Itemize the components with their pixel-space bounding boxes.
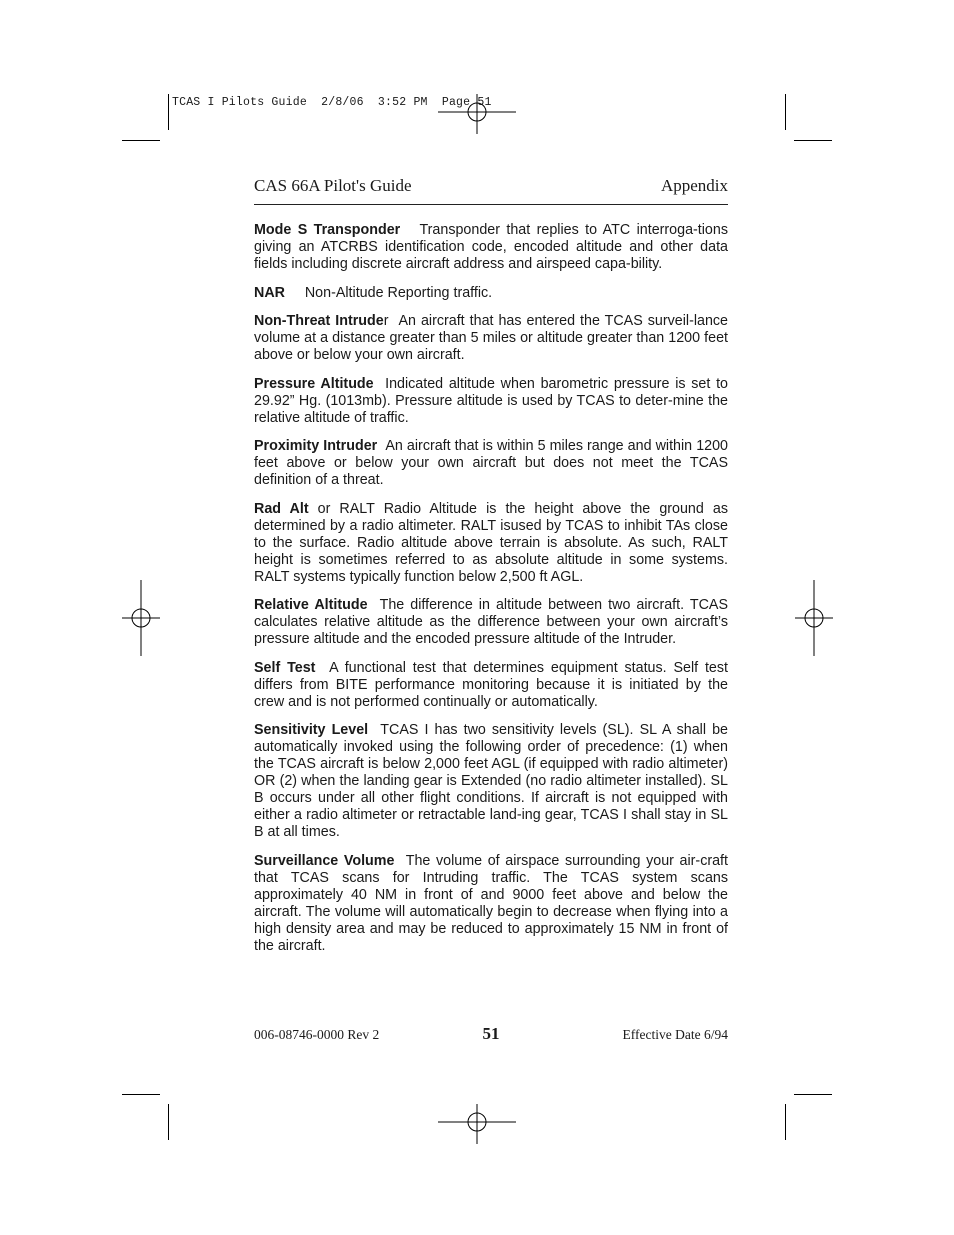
glossary-list xyxy=(254,222,728,966)
print-slug: TCAS I Pilots Guide 2/8/06 3:52 PM Page 51 xyxy=(172,96,492,109)
glossary-term: Mode S Transponder xyxy=(254,222,401,238)
glossary-definition: A functional test that determines equipment status. Self test differs from BITE performance monitoring because it is initiated by the crew and is not performed continually or automatically. xyxy=(254,659,728,710)
glossary-entry-non-threat-intruder xyxy=(254,313,728,364)
glossary-term: Pressure Altitude xyxy=(254,375,374,392)
glossary-term: Surveillance Volume xyxy=(254,852,395,869)
glossary-entry-nar xyxy=(254,285,728,302)
running-header xyxy=(254,176,728,205)
glossary-term: Relative Altitude xyxy=(254,597,368,613)
glossary-term: Sensitivity Level xyxy=(254,722,369,738)
registration-mark-left xyxy=(122,580,160,656)
glossary-definition: Transponder that replies to ATC interroga-tions giving an ATCRBS identification code, encoded altitude and other data fields including discrete aircraft address and airspeed capa-bility. xyxy=(254,222,728,272)
glossary-entry-mode-s-transponder xyxy=(254,222,728,273)
effective-date: Effective Date 6/94 xyxy=(622,1027,728,1042)
crop-mark xyxy=(794,1094,832,1095)
crop-mark xyxy=(168,1104,169,1140)
glossary-entry-pressure-altitude xyxy=(254,376,728,427)
glossary-definition: TCAS I has two sensitivity levels (SL). SL A shall be automatically invoked using the following order of precedence: (1) when the TCAS aircraft is below 2,000 feet AGL (if equipped with radio altimeter) OR (2) when the landing gear is Extended (no radio altimeter installed). SL B occurs under all other flight conditions. If aircraft is not equipped with either a radio altimeter or retractable land-ing gear, TCAS I shall stay in SL B at all times. xyxy=(254,722,728,840)
glossary-definition: Indicated altitude when barometric pressure is set to 29.92” Hg. (1013mb). Pressure altitude is used by TCAS to deter-mine the relative altitude of traffic. xyxy=(254,375,728,426)
registration-mark-top xyxy=(438,94,516,134)
glossary-definition: or RALT Radio Altitude is the height above the ground as determined by a radio altimeter. RALT isused by TCAS to inhibit TAs close to the surface. Radio altitude above terrain is absolute. As such, RALT height is sometimes referred to as absolute altitude in some systems. RALT systems typically function below 2,500 ft AGL. xyxy=(254,500,728,585)
glossary-entry-rad-alt xyxy=(254,501,728,586)
glossary-term: NAR xyxy=(254,284,285,301)
crop-mark xyxy=(122,1094,160,1095)
crop-mark xyxy=(785,94,786,130)
registration-mark-right xyxy=(795,580,833,656)
glossary-entry-self-test xyxy=(254,660,728,711)
glossary-term: Non-Threat Intrude xyxy=(254,313,384,329)
crop-mark xyxy=(785,1104,786,1140)
glossary-term: Proximity Intruder xyxy=(254,438,378,454)
document-number: 006-08746-0000 Rev 2 xyxy=(254,1027,380,1042)
glossary-term: Self Test xyxy=(254,659,316,676)
guide-title: CAS 66A Pilot's Guide xyxy=(254,176,412,195)
glossary-definition: Non-Altitude Reporting traffic. xyxy=(304,284,493,301)
registration-mark-bottom xyxy=(438,1104,516,1144)
glossary-definition: An aircraft that is within 5 miles range and within 1200 feet above or below your own aircraft but does not meet the TCAS definition of a threat. xyxy=(254,438,729,488)
crop-mark xyxy=(794,140,832,141)
glossary-entry-surveillance-volume xyxy=(254,853,728,955)
crop-mark xyxy=(122,140,160,141)
glossary-definition: The volume of airspace surrounding your air-craft that TCAS scans for Intruding traffic. The TCAS system scans approximately 40 NM in front of and 9000 feet above and below the aircraft. The volume will automatically begin to decrease when flying into a high density area and may be reduced to approximately 15 NM in front of the aircraft. xyxy=(254,852,728,954)
glossary-entry-relative-altitude xyxy=(254,597,728,648)
glossary-entry-proximity-intruder xyxy=(254,438,728,489)
page-number: 51 xyxy=(482,1024,500,1043)
glossary-definition: The difference in altitude between two aircraft. TCAS calculates relative altitude as the difference between your own aircraft’s pressure altitude and the encoded pressure altitude of the Intruder. xyxy=(254,597,728,647)
glossary-definition: An aircraft that has entered the TCAS surveil-lance volume at a distance greater than 5 miles or altitude greater than 1200 feet above or below your own aircraft. xyxy=(254,313,729,363)
glossary-entry-sensitivity-level xyxy=(254,722,728,841)
page-footer xyxy=(254,1024,728,1048)
section-title: Appendix xyxy=(660,176,728,195)
glossary-term-tail: r xyxy=(383,313,389,329)
crop-mark xyxy=(168,94,169,130)
glossary-term: Rad Alt xyxy=(254,500,309,517)
